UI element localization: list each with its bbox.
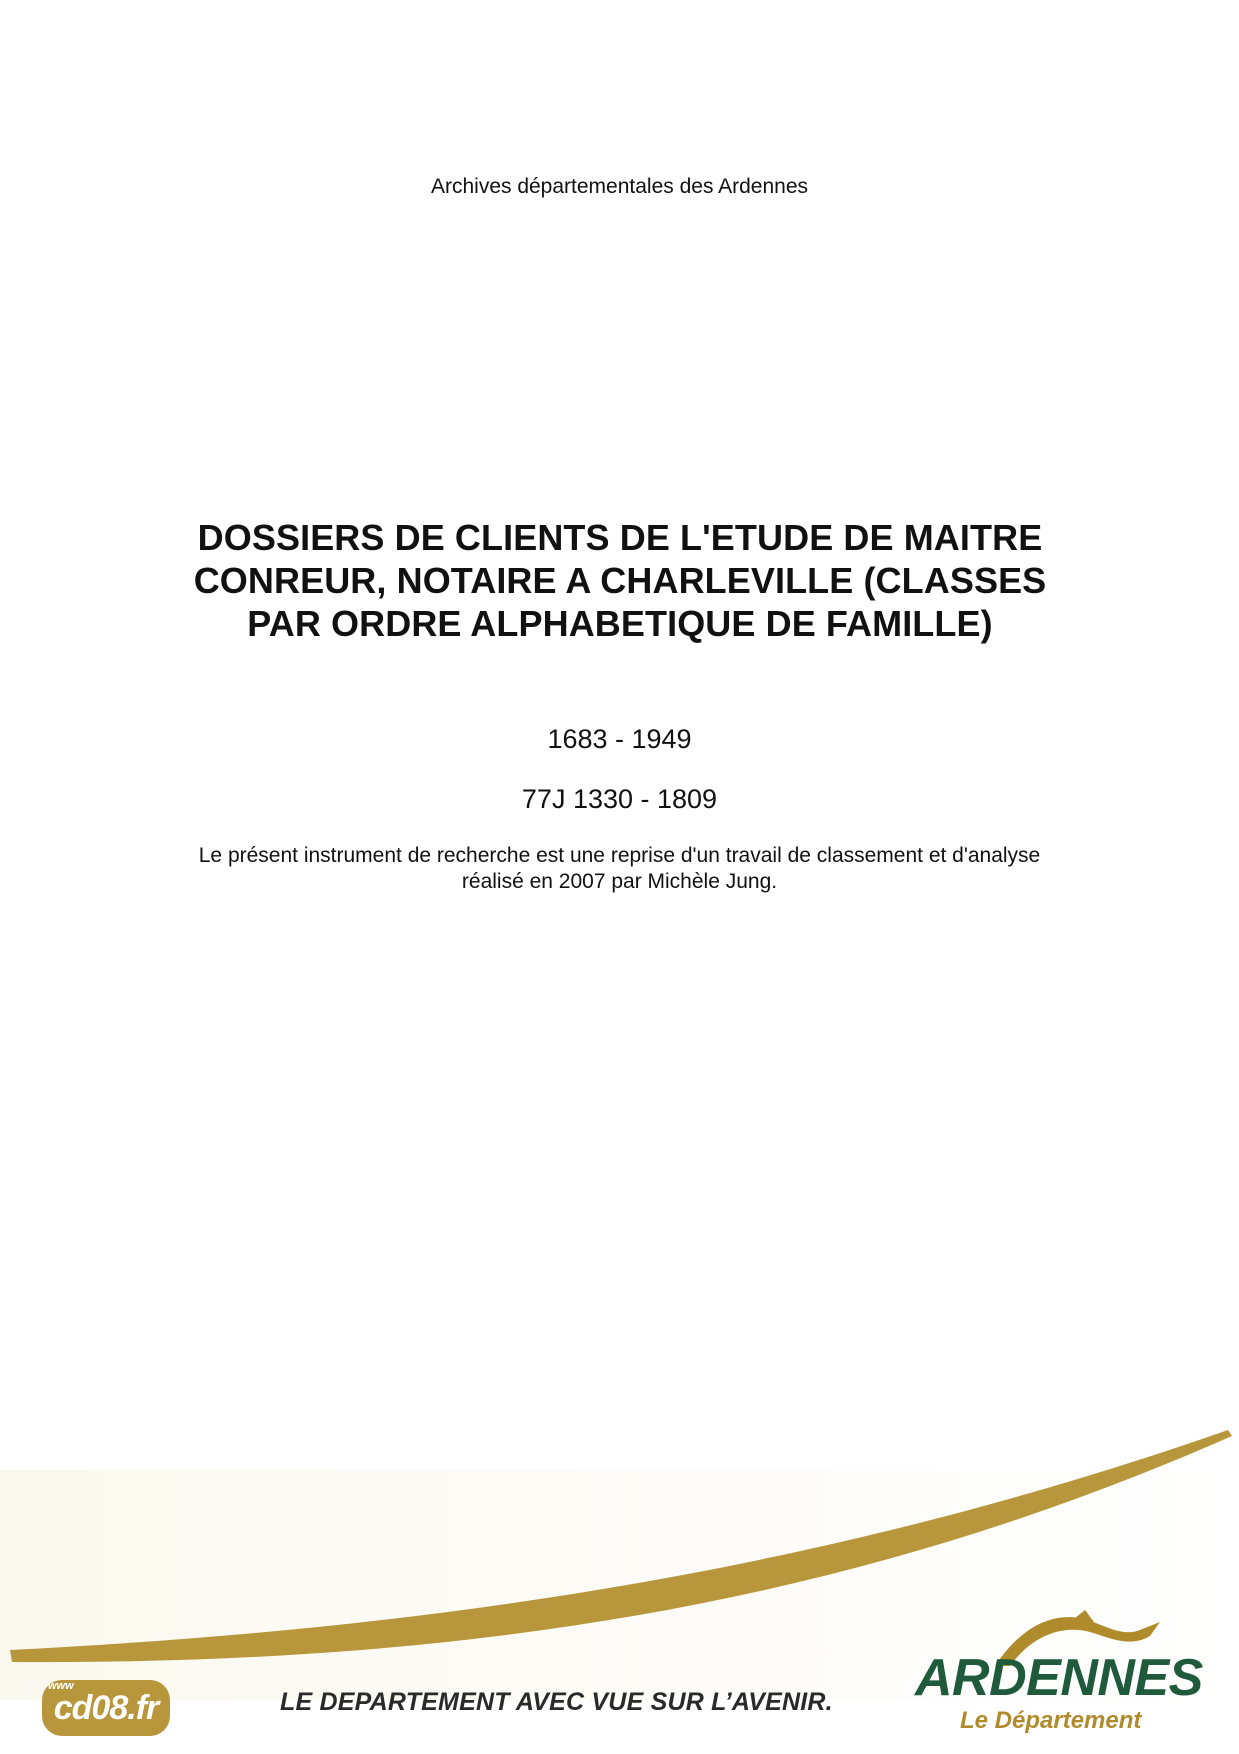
credit-note-line-2: réalisé en 2007 par Michèle Jung.	[461, 870, 778, 893]
ardennes-subtitle: Le Département	[960, 1707, 1142, 1734]
slogan: LE DEPARTEMENT AVEC VUE SUR L’AVENIR.	[280, 1688, 833, 1716]
date-range: 1683 - 1949	[547, 724, 692, 754]
credit-note	[130, 843, 1109, 895]
institution-name: Archives départementales des Ardennes	[430, 175, 809, 198]
title-line-2: CONREUR, NOTAIRE A CHARLEVILLE (CLASSES	[193, 560, 1047, 601]
cd08-www-label: www	[48, 1680, 74, 1692]
cd08-logo: cd08.fr	[42, 1680, 170, 1736]
ardennes-wordmark: ARDENNES	[915, 1649, 1203, 1707]
archive-reference: 77J 1330 - 1809	[521, 784, 718, 814]
document-title	[140, 516, 1100, 645]
title-line-3: PAR ORDRE ALPHABETIQUE DE FAMILLE)	[247, 603, 993, 644]
credit-note-line-1: Le présent instrument de recherche est une reprise d'un travail de classement et d'analyse	[198, 844, 1041, 867]
title-line-1: DOSSIERS DE CLIENTS DE L'ETUDE DE MAITRE	[197, 517, 1043, 558]
